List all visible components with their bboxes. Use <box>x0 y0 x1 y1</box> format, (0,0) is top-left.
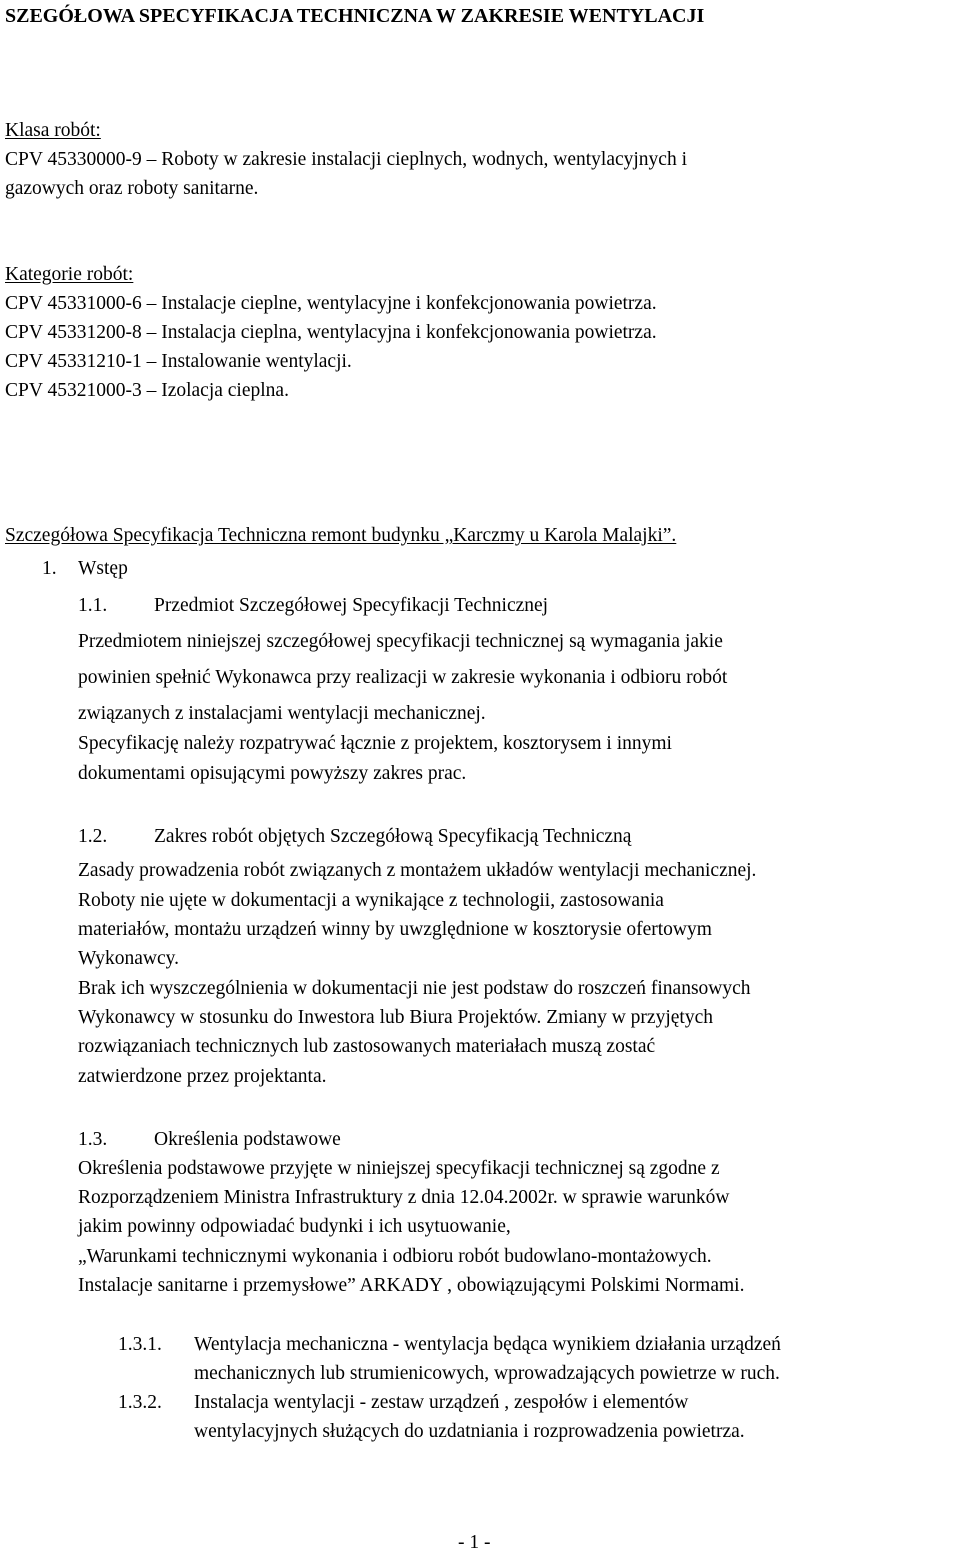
paragraph-line: Rozporządzeniem Ministra Infrastruktury z dnia 12.04.2002r. w sprawie warunków <box>78 1187 730 1208</box>
paragraph-line: Zasady prowadzenia robót związanych z montażem układów wentylacji mechanicznej. <box>78 860 757 881</box>
paragraph-line: „Warunkami technicznymi wykonania i odbioru robót budowlano-montażowych. <box>78 1246 712 1267</box>
subsection-number: 1.1. <box>78 595 108 616</box>
section-number: 1. <box>42 558 57 579</box>
subsection-title: Określenia podstawowe <box>154 1129 341 1150</box>
subsection-number: 1.2. <box>78 826 108 847</box>
paragraph-line: Określenia podstawowe przyjęte w niniejszej specyfikacji technicznej są zgodne z <box>78 1158 720 1179</box>
paragraph-line: materiałów, montażu urządzeń winny by uwzględnione w kosztorysie ofertowym <box>78 919 712 940</box>
paragraph-line: Roboty nie ujęte w dokumentacji a wynikające z technologii, zastosowania <box>78 890 664 911</box>
subsection-title: Przedmiot Szczegółowej Specyfikacji Technicznej <box>154 595 549 616</box>
definition-number: 1.3.1. <box>118 1334 162 1355</box>
paragraph-line: Przedmiotem niniejszej szczegółowej specyfikacji technicznej są wymagania jakie <box>78 631 723 652</box>
definition-line: Wentylacja mechaniczna - wentylacja będąca wynikiem działania urządzeń <box>194 1334 781 1355</box>
kategorie-line: CPV 45331000-6 – Instalacje cieplne, wentylacyjne i konfekcjonowania powietrza. <box>5 293 657 314</box>
klasa-heading: Klasa robót: <box>5 120 101 141</box>
paragraph-line: zatwierdzone przez projektanta. <box>78 1066 327 1087</box>
page-number: - 1 - <box>458 1532 491 1553</box>
definition-number: 1.3.2. <box>118 1392 162 1413</box>
paragraph-line: dokumentami opisującymi powyższy zakres prac. <box>78 763 467 784</box>
paragraph-line: Instalacje sanitarne i przemysłowe” ARKADY , obowiązującymi Polskimi Normami. <box>78 1275 745 1296</box>
definition-line: mechanicznych lub strumienicowych, wprowadzających powietrze w ruch. <box>194 1363 780 1384</box>
definition-line: Instalacja wentylacji - zestaw urządzeń , zespołów i elementów <box>194 1392 689 1413</box>
kategorie-line: CPV 45321000-3 – Izolacja cieplna. <box>5 380 289 401</box>
paragraph-line: powinien spełnić Wykonawca przy realizacji w zakresie wykonania i odbioru robót <box>78 667 728 688</box>
kategorie-heading: Kategorie robót: <box>5 264 134 285</box>
paragraph-line: Wykonawcy w stosunku do Inwestora lub Biura Projektów. Zmiany w przyjętych <box>78 1007 713 1028</box>
paragraph-line: Specyfikację należy rozpatrywać łącznie z projektem, kosztorysem i innymi <box>78 733 672 754</box>
document-title: SZEGÓŁOWA SPECYFIKACJA TECHNICZNA W ZAKRESIE WENTYLACJI <box>5 5 705 27</box>
subsection-number: 1.3. <box>78 1129 108 1150</box>
paragraph-line: Brak ich wyszczególnienia w dokumentacji nie jest podstaw do roszczeń finansowych <box>78 978 751 999</box>
paragraph-line: Wykonawcy. <box>78 948 179 969</box>
paragraph-line: związanych z instalacjami wentylacji mechanicznej. <box>78 703 486 724</box>
klasa-line: CPV 45330000-9 – Roboty w zakresie instalacji cieplnych, wodnych, wentylacyjnych i <box>5 149 688 170</box>
paragraph-line: jakim powinny odpowiadać budynki i ich usytuowanie, <box>78 1216 511 1237</box>
klasa-line: gazowych oraz roboty sanitarne. <box>5 178 259 199</box>
paragraph-line: rozwiązaniach technicznych lub zastosowanych materiałach muszą zostać <box>78 1036 656 1057</box>
definition-line: wentylacyjnych służących do uzdatniania i rozprowadzenia powietrza. <box>194 1421 745 1442</box>
spec-heading: Szczegółowa Specyfikacja Techniczna remont budynku „Karczmy u Karola Malajki”. <box>5 525 677 546</box>
kategorie-line: CPV 45331200-8 – Instalacja cieplna, wentylacyjna i konfekcjonowania powietrza. <box>5 322 657 343</box>
subsection-title: Zakres robót objętych Szczegółową Specyfikacją Techniczną <box>154 826 632 847</box>
section-title: Wstęp <box>78 558 128 579</box>
kategorie-line: CPV 45331210-1 – Instalowanie wentylacji. <box>5 351 352 372</box>
